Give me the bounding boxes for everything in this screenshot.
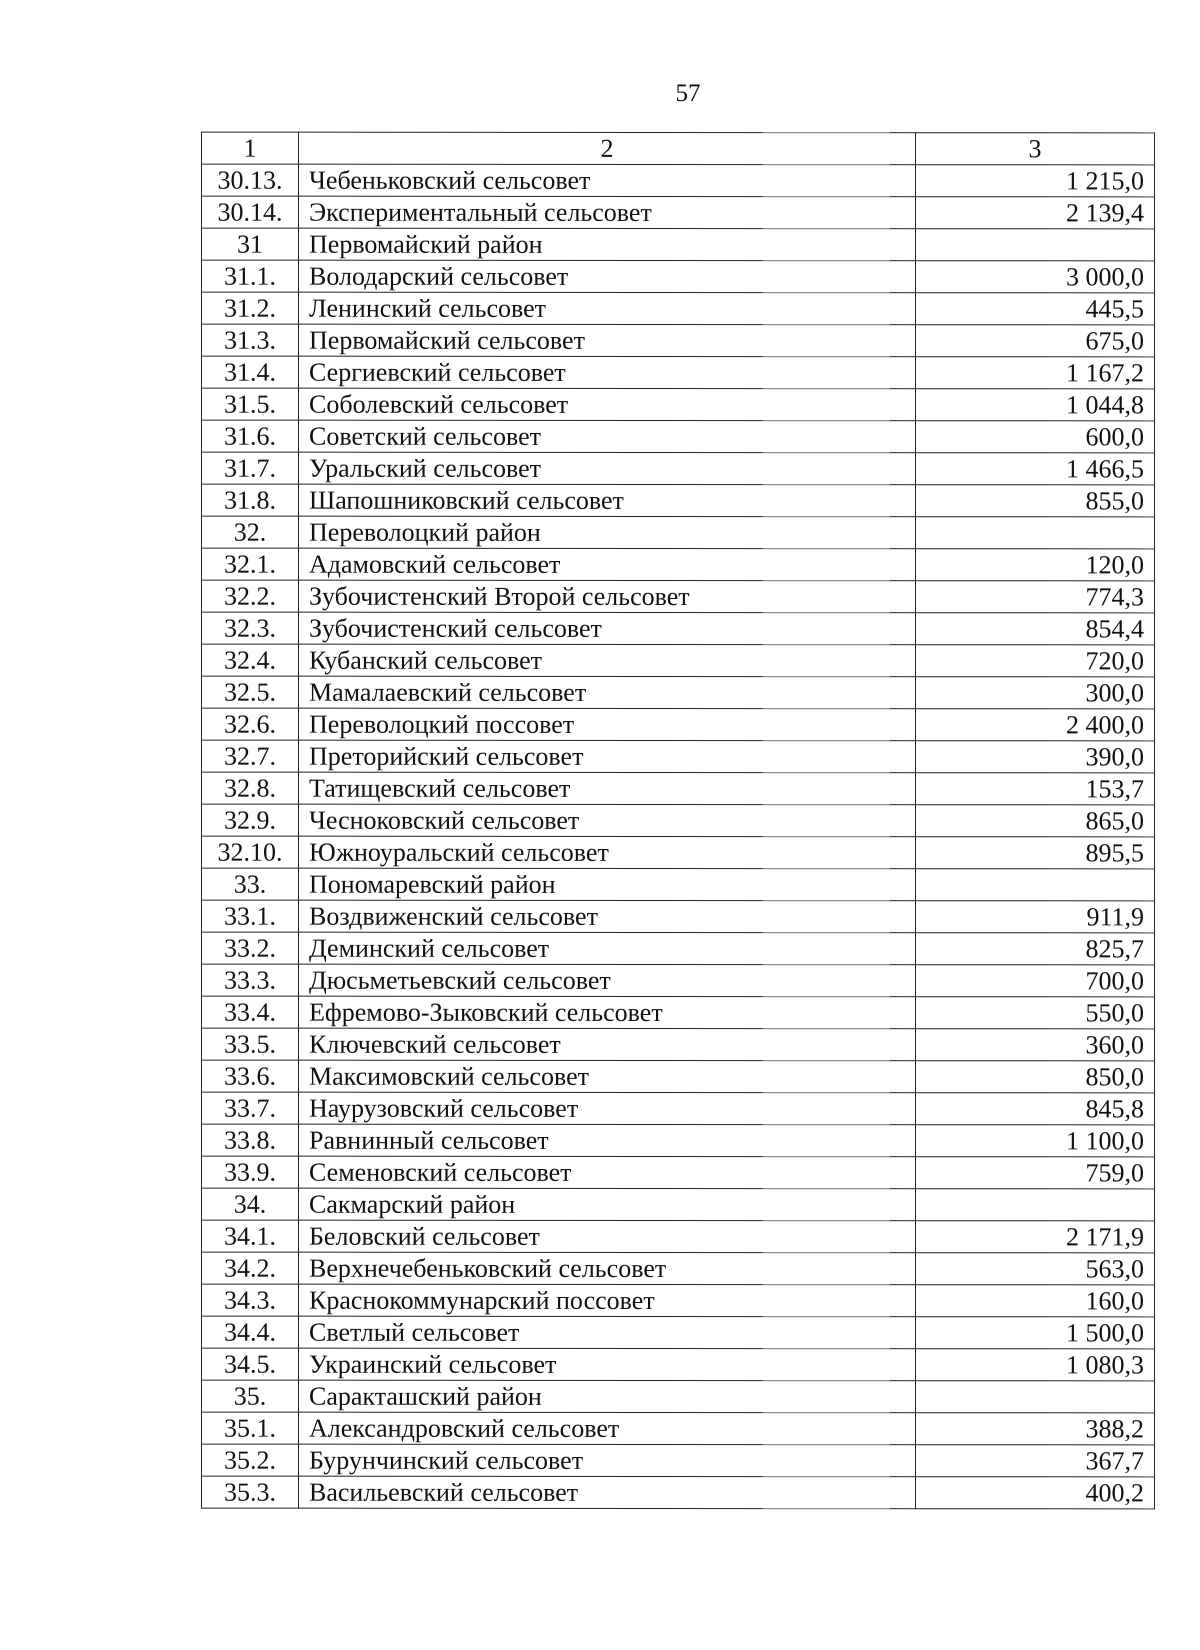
row-value: 360,0 — [916, 1029, 1155, 1061]
row-value: 2 400,0 — [916, 709, 1155, 741]
row-value: 854,4 — [916, 613, 1155, 645]
row-number: 32.9. — [202, 804, 299, 836]
row-number: 35. — [202, 1380, 299, 1412]
row-name: Зубочистенский сельсовет — [299, 612, 916, 645]
row-name: Бурунчинский сельсовет — [299, 1444, 916, 1477]
table-row — [202, 1412, 1155, 1445]
row-number: 35.1. — [202, 1412, 299, 1444]
row-number: 30.14. — [202, 196, 299, 228]
row-name: Переволоцкий район — [299, 516, 916, 549]
row-number: 31.5. — [202, 388, 299, 420]
row-value: 2 171,9 — [916, 1221, 1155, 1253]
row-value: 895,5 — [916, 837, 1155, 869]
header-cell-2: 2 — [299, 132, 916, 165]
row-number: 33.5. — [202, 1028, 299, 1060]
table-row — [202, 1476, 1155, 1509]
table-row — [202, 1348, 1155, 1381]
row-value: 1 044,8 — [916, 389, 1155, 421]
row-number: 31.8. — [202, 484, 299, 516]
table-row — [202, 228, 1155, 261]
row-value: 388,2 — [916, 1413, 1155, 1445]
row-number: 31.7. — [202, 452, 299, 484]
row-number: 31.1. — [202, 260, 299, 292]
row-number: 32.1. — [202, 548, 299, 580]
table-row — [202, 484, 1155, 517]
table-row — [202, 452, 1155, 485]
row-name: Первомайский сельсовет — [299, 324, 916, 357]
table-row — [202, 836, 1155, 869]
row-value: 1 100,0 — [916, 1125, 1155, 1157]
table-row — [202, 676, 1155, 709]
table-row — [202, 932, 1155, 965]
row-value: 400,2 — [916, 1477, 1155, 1509]
table-row — [202, 1092, 1155, 1125]
row-number: 31.6. — [202, 420, 299, 452]
row-value: 825,7 — [916, 933, 1155, 965]
row-value: 700,0 — [916, 965, 1155, 997]
row-name: Ключевский сельсовет — [299, 1028, 916, 1061]
row-name: Светлый сельсовет — [299, 1316, 916, 1349]
row-value: 720,0 — [916, 645, 1155, 677]
row-number: 31.2. — [202, 292, 299, 324]
row-name: Воздвиженский сельсовет — [299, 900, 916, 933]
table-row — [202, 964, 1155, 997]
row-number: 32.10. — [202, 836, 299, 868]
row-number: 33.1. — [202, 900, 299, 932]
row-name: Зубочистенский Второй сельсовет — [299, 580, 916, 613]
row-number: 30.13. — [202, 164, 299, 196]
row-value: 120,0 — [916, 549, 1155, 581]
row-value — [916, 869, 1155, 901]
table-row — [202, 164, 1155, 197]
row-value: 1 500,0 — [916, 1317, 1155, 1349]
row-name: Верхнечебеньковский сельсовет — [299, 1252, 916, 1285]
table-row — [202, 1284, 1155, 1317]
row-value — [916, 1381, 1155, 1413]
row-number: 34.4. — [202, 1316, 299, 1348]
row-value: 675,0 — [916, 325, 1155, 357]
row-name: Беловский сельсовет — [299, 1220, 916, 1253]
row-name: Ефремово-Зыковский сельсовет — [299, 996, 916, 1029]
row-number: 33.7. — [202, 1092, 299, 1124]
row-name: Максимовский сельсовет — [299, 1060, 916, 1093]
row-number: 33. — [202, 868, 299, 900]
row-number: 32. — [202, 516, 299, 548]
row-number: 31.3. — [202, 324, 299, 356]
row-name: Пономаревский район — [299, 868, 916, 901]
row-number: 33.9. — [202, 1156, 299, 1188]
row-name: Уральский сельсовет — [299, 452, 916, 485]
row-value: 3 000,0 — [916, 261, 1155, 293]
row-name: Ленинский сельсовет — [299, 292, 916, 325]
row-value: 300,0 — [916, 677, 1155, 709]
table-row — [202, 868, 1155, 901]
header-cell-1: 1 — [202, 132, 299, 164]
allocation-table — [201, 132, 1155, 1510]
row-name: Сакмарский район — [299, 1188, 916, 1221]
row-value: 550,0 — [916, 997, 1155, 1029]
table-row — [202, 260, 1155, 293]
table-row — [202, 196, 1155, 229]
table-row — [202, 1124, 1155, 1157]
table-row — [202, 612, 1155, 645]
row-name: Татищевский сельсовет — [299, 772, 916, 805]
row-name: Александровский сельсовет — [299, 1412, 916, 1445]
row-name: Адамовский сельсовет — [299, 548, 916, 581]
row-name: Кубанский сельсовет — [299, 644, 916, 677]
row-name: Деминский сельсовет — [299, 932, 916, 965]
row-name: Семеновский сельсовет — [299, 1156, 916, 1189]
header-cell-3: 3 — [916, 133, 1155, 165]
table-row — [202, 1444, 1155, 1477]
row-name: Южноуральский сельсовет — [299, 836, 916, 869]
row-value: 390,0 — [916, 741, 1155, 773]
row-value: 1 167,2 — [916, 357, 1155, 389]
row-number: 34.3. — [202, 1284, 299, 1316]
table-row — [202, 740, 1155, 773]
row-name: Преторийский сельсовет — [299, 740, 916, 773]
table-row — [202, 1220, 1155, 1253]
row-value: 160,0 — [916, 1285, 1155, 1317]
row-number: 33.4. — [202, 996, 299, 1028]
row-number: 33.3. — [202, 964, 299, 996]
table-body — [202, 132, 1155, 1509]
row-number: 35.3. — [202, 1476, 299, 1508]
row-name: Сергиевский сельсовет — [299, 356, 916, 389]
row-name: Экспериментальный сельсовет — [299, 196, 916, 229]
row-value — [916, 1189, 1155, 1221]
row-value: 774,3 — [916, 581, 1155, 613]
row-number: 34.1. — [202, 1220, 299, 1252]
row-number: 34.5. — [202, 1348, 299, 1380]
table-row — [202, 548, 1155, 581]
table-row — [202, 292, 1155, 325]
table-row — [202, 580, 1155, 613]
table-row — [202, 804, 1155, 837]
row-name: Равнинный сельсовет — [299, 1124, 916, 1157]
page-number-text: 57 — [675, 80, 701, 107]
row-value: 600,0 — [916, 421, 1155, 453]
table-row — [202, 1316, 1155, 1349]
row-name: Саракташский район — [299, 1380, 916, 1413]
row-number: 31 — [202, 228, 299, 260]
row-number: 32.7. — [202, 740, 299, 772]
row-number: 35.2. — [202, 1444, 299, 1476]
row-number: 32.6. — [202, 708, 299, 740]
table-row — [202, 1028, 1155, 1061]
row-number: 32.5. — [202, 676, 299, 708]
table-row — [202, 708, 1155, 741]
row-number: 34.2. — [202, 1252, 299, 1284]
row-number: 32.4. — [202, 644, 299, 676]
row-value: 2 139,4 — [916, 197, 1155, 229]
row-name: Володарский сельсовет — [299, 260, 916, 293]
row-name: Дюсьметьевский сельсовет — [299, 964, 916, 997]
row-value: 865,0 — [916, 805, 1155, 837]
page-number — [0, 74, 1200, 114]
row-name: Шапошниковский сельсовет — [299, 484, 916, 517]
row-value: 1 215,0 — [916, 165, 1155, 197]
row-value: 445,5 — [916, 293, 1155, 325]
table-row — [202, 1060, 1155, 1093]
row-number: 33.6. — [202, 1060, 299, 1092]
row-value — [916, 229, 1155, 261]
row-value: 1 466,5 — [916, 453, 1155, 485]
row-value — [916, 517, 1155, 549]
table-row — [202, 644, 1155, 677]
table-row — [202, 772, 1155, 805]
table-row — [202, 996, 1155, 1029]
row-name: Краснокоммунарский поссовет — [299, 1284, 916, 1317]
table-header-row — [202, 132, 1155, 165]
row-value: 367,7 — [916, 1445, 1155, 1477]
row-name: Советский сельсовет — [299, 420, 916, 453]
table-row — [202, 324, 1155, 357]
row-value: 911,9 — [916, 901, 1155, 933]
row-number: 32.8. — [202, 772, 299, 804]
row-name: Чесноковский сельсовет — [299, 804, 916, 837]
row-value: 855,0 — [916, 485, 1155, 517]
row-name: Наурузовский сельсовет — [299, 1092, 916, 1125]
row-value: 845,8 — [916, 1093, 1155, 1125]
row-number: 31.4. — [202, 356, 299, 388]
row-value: 153,7 — [916, 773, 1155, 805]
table-row — [202, 900, 1155, 933]
table-row — [202, 388, 1155, 421]
row-number: 33.8. — [202, 1124, 299, 1156]
row-name: Мамалаевский сельсовет — [299, 676, 916, 709]
table-row — [202, 420, 1155, 453]
table-row — [202, 356, 1155, 389]
row-value: 850,0 — [916, 1061, 1155, 1093]
row-name: Соболевский сельсовет — [299, 388, 916, 421]
row-name: Украинский сельсовет — [299, 1348, 916, 1381]
row-name: Васильевский сельсовет — [299, 1476, 916, 1509]
row-value: 563,0 — [916, 1253, 1155, 1285]
table-row — [202, 1188, 1155, 1221]
row-name: Первомайский район — [299, 228, 916, 261]
table-row — [202, 1156, 1155, 1189]
row-number: 33.2. — [202, 932, 299, 964]
table-row — [202, 516, 1155, 549]
row-number: 34. — [202, 1188, 299, 1220]
row-name: Переволоцкий поссовет — [299, 708, 916, 741]
row-value: 1 080,3 — [916, 1349, 1155, 1381]
row-value: 759,0 — [916, 1157, 1155, 1189]
row-number: 32.2. — [202, 580, 299, 612]
table-row — [202, 1380, 1155, 1413]
row-name: Чебеньковский сельсовет — [299, 164, 916, 197]
row-number: 32.3. — [202, 612, 299, 644]
table-row — [202, 1252, 1155, 1285]
